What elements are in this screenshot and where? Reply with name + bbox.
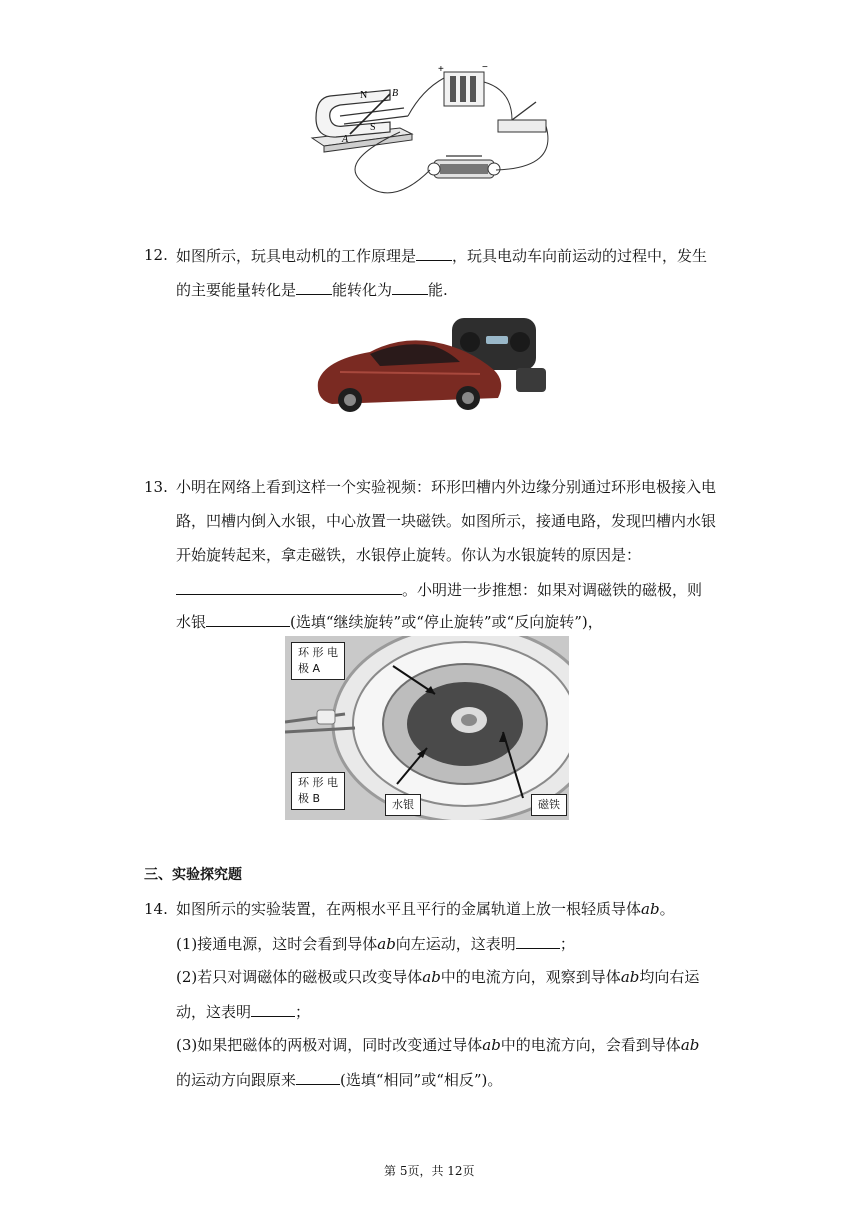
answer-blank[interactable] bbox=[516, 932, 560, 949]
conductor-ab: ab bbox=[482, 1036, 501, 1054]
question-13-line-1: 小明在网络上看到这样一个实验视频：环形凹槽内外边缘分别通过环形电极接入电 bbox=[176, 478, 717, 496]
q14-text: ； bbox=[559, 935, 575, 953]
answer-blank[interactable] bbox=[176, 578, 402, 595]
question-13-line-2: 路，凹槽内倒入水银，中心放置一块磁铁。如图所示，接通电路，发现凹槽内水银 bbox=[176, 512, 717, 530]
conductor-ab: ab bbox=[620, 968, 640, 986]
conductor-ab: ab bbox=[680, 1036, 700, 1054]
section-title: 三、实验探究题 bbox=[144, 867, 242, 883]
minus-label: − bbox=[482, 62, 488, 73]
conductor-ab: ab bbox=[422, 968, 441, 986]
north-label: N bbox=[360, 90, 368, 101]
magnet-label: 磁铁 bbox=[531, 794, 567, 816]
q12-text: ，玩具电动车向前运动的过程中，发生 bbox=[452, 247, 708, 265]
question-14-line-1 bbox=[176, 898, 675, 920]
question-12-line-2 bbox=[176, 278, 448, 301]
question-14-part-2-cont bbox=[176, 1000, 310, 1023]
q14-text: 均向右运 bbox=[639, 968, 700, 986]
q14-text: (2)若只对调磁体的磁极或只改变导体 bbox=[176, 968, 423, 986]
q12-text: 能. bbox=[428, 281, 448, 299]
q12-text: 的主要能量转化是 bbox=[176, 281, 297, 299]
conductor-ab: ab bbox=[377, 935, 396, 953]
question-14-part-3-cont bbox=[176, 1068, 502, 1091]
q14-text: 如图所示的实验装置，在两根水平且平行的金属轨道上放一根轻质导体 bbox=[176, 900, 642, 918]
plus-label: + bbox=[438, 64, 444, 75]
q14-text: (1)接通电源，这时会看到导体 bbox=[176, 935, 378, 953]
question-13-number: 13. bbox=[144, 478, 168, 496]
question-14-part-2 bbox=[176, 966, 699, 988]
answer-blank[interactable] bbox=[296, 1068, 340, 1085]
mercury-label: 水银 bbox=[385, 794, 421, 816]
answer-blank[interactable] bbox=[251, 1000, 295, 1017]
question-12-line-1 bbox=[176, 244, 707, 267]
question-14-number: 14. bbox=[144, 900, 168, 918]
question-14-part-1 bbox=[176, 932, 575, 955]
q13-text: (选填“继续旋转”或“停止旋转”或“反向旋转”)， bbox=[290, 613, 603, 631]
q12-text: 如图所示，玩具电动机的工作原理是 bbox=[176, 247, 417, 265]
b-label: B bbox=[392, 88, 399, 99]
q14-text: 。 bbox=[659, 900, 675, 918]
answer-blank[interactable] bbox=[392, 278, 428, 295]
q12-text: 能转化为 bbox=[332, 281, 393, 299]
q14-text: (3)如果把磁体的两极对调，同时改变通过导体 bbox=[176, 1036, 483, 1054]
q14-text: (选填“相同”或“相反”)。 bbox=[340, 1071, 503, 1089]
answer-blank[interactable] bbox=[296, 278, 332, 295]
question-12-number: 12. bbox=[144, 246, 168, 264]
question-13-line-3: 开始旋转起来，拿走磁铁，水银停止旋转。你认为水银旋转的原因是： bbox=[176, 546, 642, 564]
q14-text: 向左运动，这表明 bbox=[395, 935, 516, 953]
question-13-line-4 bbox=[176, 578, 702, 601]
mercury-ring-photo bbox=[285, 636, 569, 820]
question-13-line-5 bbox=[176, 610, 603, 633]
q14-text: 动，这表明 bbox=[176, 1003, 252, 1021]
electrode-b-label: 环 形 电 极 B bbox=[291, 772, 345, 810]
q13-text: 。小明进一步推想：如果对调磁铁的磁极，则 bbox=[402, 581, 703, 599]
question-14-part-3 bbox=[176, 1034, 699, 1056]
q14-text: 中的电流方向，会看到导体 bbox=[500, 1036, 681, 1054]
a-label: A bbox=[342, 134, 349, 145]
answer-blank[interactable] bbox=[206, 610, 290, 627]
q14-text: 的运动方向跟原来 bbox=[176, 1071, 297, 1089]
circuit-figure bbox=[300, 60, 560, 220]
toy-car-figure bbox=[310, 312, 560, 432]
electrode-a-label: 环 形 电 极 A bbox=[291, 642, 345, 680]
q13-text: 水银 bbox=[176, 613, 207, 631]
south-label: S bbox=[370, 122, 376, 133]
q14-text: 中的电流方向，观察到导体 bbox=[440, 968, 621, 986]
answer-blank[interactable] bbox=[416, 244, 452, 261]
conductor-ab: ab bbox=[641, 900, 660, 918]
q14-text: ； bbox=[295, 1003, 311, 1021]
page-footer: 第 5页，共 12页 bbox=[384, 1164, 475, 1178]
